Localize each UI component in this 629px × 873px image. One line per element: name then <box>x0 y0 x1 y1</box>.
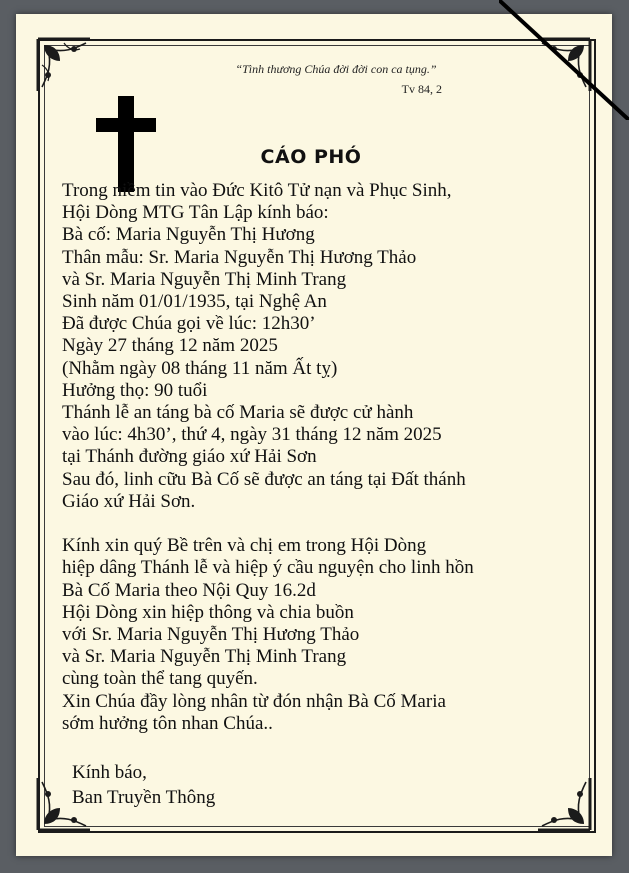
body-line: Bà Cố Maria theo Nội Quy 16.2d <box>62 579 316 601</box>
body-line: Thân mẫu: Sr. Maria Nguyễn Thị Hương Thảo <box>62 246 417 268</box>
scripture-quote: “Tình thương Chúa đời đời con ca tụng.” <box>235 62 437 76</box>
scripture-reference: Tv 84, 2 <box>401 82 442 96</box>
body-line: vào lúc: 4h30’, thứ 4, ngày 31 tháng 12 năm 2025 <box>62 424 442 446</box>
body-line: và Sr. Maria Nguyễn Thị Minh Trang <box>62 268 347 290</box>
body-line: hiệp dâng Thánh lễ và hiệp ý cầu nguyện cho linh hồn <box>62 557 474 579</box>
body-line: Trong niềm tin vào Đức Kitô Tử nạn và Phục Sinh, <box>62 180 452 201</box>
signature-greeting: Kính báo, <box>72 762 147 783</box>
body-line: sớm hưởng tôn nhan Chúa.. <box>62 712 273 734</box>
obituary-body <box>62 180 582 735</box>
body-line: Xin Chúa đầy lòng nhân từ đón nhận Bà Cố Maria <box>62 690 446 712</box>
body-line <box>62 513 582 535</box>
body-line: Giáo xứ Hải Sơn. <box>62 490 196 512</box>
body-line: cùng toàn thể tang quyến. <box>62 668 258 690</box>
body-line: Hội Dòng xin hiệp thông và chia buồn <box>62 601 354 623</box>
body-line: Bà cố: Maria Nguyễn Thị Hương <box>62 224 315 246</box>
body-line: Sau đó, linh cữu Bà Cố sẽ được an táng tại Đất thánh <box>62 468 466 490</box>
body-line: Hội Dòng MTG Tân Lập kính báo: <box>62 202 329 224</box>
floral-corner-ornament-icon <box>34 35 94 95</box>
signature-sender: Ban Truyền Thông <box>72 787 216 808</box>
latin-cross-icon <box>96 96 156 192</box>
body-line: Thánh lễ an táng bà cố Maria sẽ được cử hành <box>62 402 414 424</box>
body-line: tại Thánh đường giáo xứ Hải Sơn <box>62 446 317 468</box>
body-line: (Nhằm ngày 08 tháng 11 năm Ất tỵ) <box>62 357 338 379</box>
body-line: Hưởng thọ: 90 tuổi <box>62 379 208 401</box>
body-line: và Sr. Maria Nguyễn Thị Minh Trang <box>62 646 347 668</box>
body-line: Kính xin quý Bề trên và chị em trong Hội Dòng <box>62 535 427 557</box>
body-line: Đã được Chúa gọi về lúc: 12h30’ <box>62 313 316 335</box>
floral-corner-ornament-icon <box>534 774 594 834</box>
signature-block <box>72 760 322 810</box>
mourning-ribbon-icon <box>499 0 629 120</box>
obituary-card <box>16 14 612 856</box>
page-title: CÁO PHÓ <box>260 146 362 168</box>
body-line: Ngày 27 tháng 12 năm 2025 <box>62 335 278 357</box>
body-line: Sinh năm 01/01/1935, tại Nghệ An <box>62 291 327 313</box>
body-line: với Sr. Maria Nguyễn Thị Hương Thảo <box>62 624 360 646</box>
